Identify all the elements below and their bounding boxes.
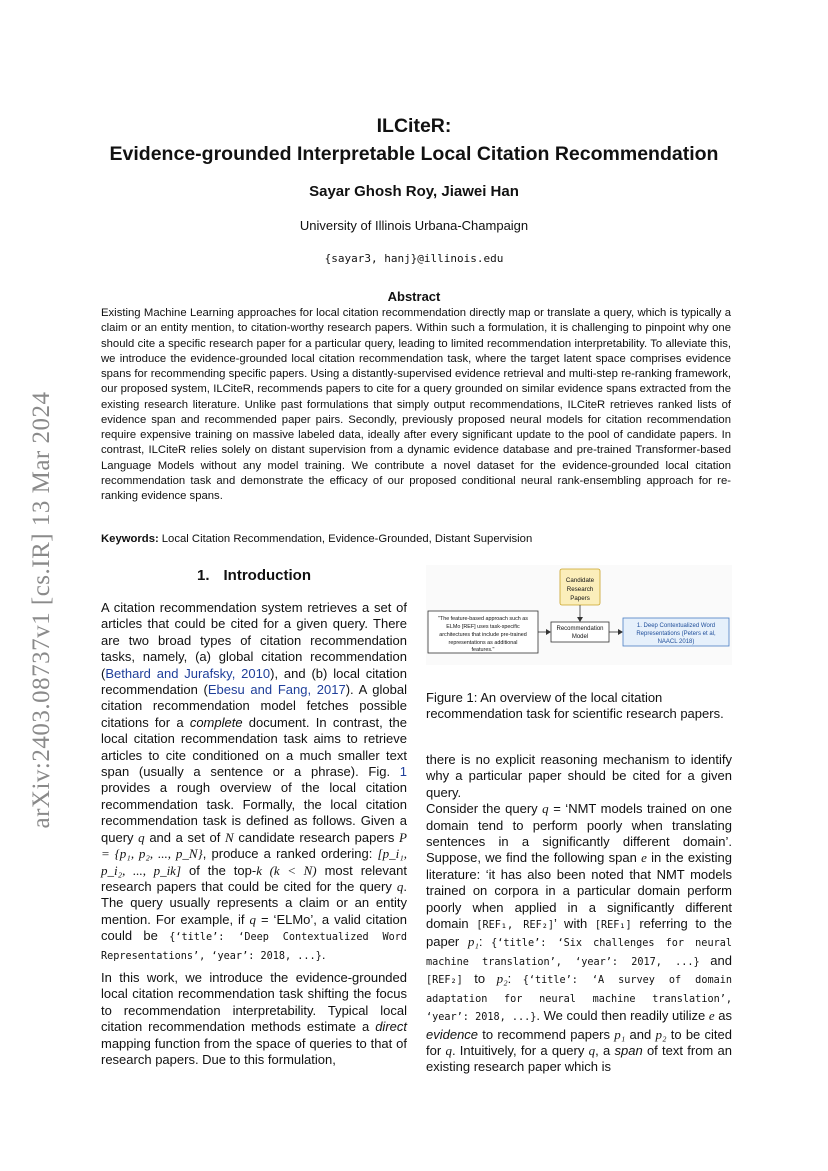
svg-text:architectures that include pre: architectures that include pre-trained <box>439 632 527 638</box>
svg-text:Representations (Peters et al,: Representations (Peters et al, <box>636 631 716 637</box>
svg-text:Papers: Papers <box>570 595 590 602</box>
svg-text:features.": features." <box>471 647 495 653</box>
intro-paragraph-2: In this work, we introduce the evidence-grounded local citation recommendation task shifting the focus to recommendation interpretability. Typical local citation recommendation methods estimate a direct mapping function from the space of queries to that of research papers. Due to this formulation, <box>101 969 407 1067</box>
svg-text:1. Deep Contextualized Word: 1. Deep Contextualized Word <box>636 623 716 629</box>
svg-text:representations as additional: representations as additional <box>448 640 518 646</box>
arxiv-stamp: arXiv:2403.08737v1 [cs.IR] 13 Mar 2024 <box>28 391 55 829</box>
svg-text:Recommendation: Recommendation <box>556 626 604 632</box>
keywords: Keywords: Local Citation Recommendation, Evidence-Grounded, Distant Supervision <box>101 533 533 545</box>
section-heading: 1. Introduction <box>197 567 311 584</box>
svg-text:NAACL 2018): NAACL 2018) <box>657 639 695 645</box>
paper-title: ILCiteR: Evidence-grounded Interpretable Local Citation Recommendation <box>109 115 719 165</box>
intro-paragraph-1: A citation recommendation system retrieves a set of articles that could be cited for a given query. There are two broad types of citation recommendation tasks, namely, (a) global citation recommendation (Bethard and Jurafsky, 2010), and (b) local citation recommendation (Ebesu and Fang, 2017). A global citation recommendation model fetches possible citations for a complete document. In contrast, the local citation recommendation task aims to retrieve articles to cite conditioned on a much smaller text span (usually a sentence or a phrase). Fig. 1 provides a rough overview of the local citation recommendation task. Formally, the local citation recommendation task is defined as follows. Given a query q and a set of N candidate research papers P = {p₁, p₂, ..., p_N}, produce a ranked ordering: [p_i₁, p_i₂, ..., p_ik] of the top-k (k < N) most relevant research papers that could be cited for the query q. The query usually represents a claim or an entity mention. For example, if q = ‘ELMo’, a valid citation could be {‘title’: ‘Deep Contextualized Word Representations’, ‘year’: 2018, ...}. <box>101 600 407 962</box>
right-paragraph-2: Consider the query q = ‘NMT models trained on one domain tend to perform poorly when translating sentences in a significantly different domain’. Suppose, we find the following span e in the existing literature: ‘it has also been noted that NMT models trained on corpora in a particular domain perform poorly when applied in a significantly different domain [REF₁, REF₂]’ with [REF₁] referring to the paper p₁: {‘title’: ‘Six challenges for neural machine translation’, ‘year’: 2017, ...} and [REF₂] to p₂: {‘title’: ‘A survey of domain adaptation for neural machine translation’, ‘year’: 2018, ...}. We could then readily utilize e as evidence to recommend papers p₁ and p₂ to be cited for q. Intuitively, for a query q, a span of text from an existing research paper which is <box>426 801 733 1075</box>
abstract-heading: Abstract <box>387 289 441 304</box>
figure-1 <box>426 565 732 665</box>
svg-text:Candidate: Candidate <box>565 577 595 584</box>
figure-ref-link[interactable]: 1 <box>399 764 407 780</box>
right-paragraph-1: there is no explicit reasoning mechanism to identify why a particular paper should be cited for a given query. <box>426 752 732 800</box>
abstract-text: Existing Machine Learning approaches for local citation recommendation directly map or translate a query, which is typically a claim or an entity mention, to citation-worthy research papers. Within such a formulation, it is challenging to pinpoint why one should cite a specific research paper for a particular query, leading to limited recommendation interpretability. To alleviate this, we introduce the evidence-grounded local citation recommendation task, where the target latent space comprises evidence spans for recommending specific papers. Using a distantly-supervised evidence retrieval and multi-step re-ranking framework, our proposed system, ILCiteR, recommends papers to cite for a query grounded on similar evidence spans extracted from the existing research literature. Unlike past formulations that simply output recommendations, ILCiteR retrieves ranked lists of evidence span and recommended paper pairs. Secondly, previously proposed neural models for citation recommendation require expensive training on massive labeled data, ideally after every significant update to the pool of candidate papers. In contrast, ILCiteR relies solely on distant supervision from a dynamic evidence database and pre-trained Transformer-based Language Models without any model training. We contribute a novel dataset for the evidence-grounded local citation recommendation task and demonstrate the efficacy of our proposed conditional neural rank-ensembling approach for re-ranking evidence spans. <box>101 307 731 502</box>
right-column <box>426 752 732 1076</box>
email: {sayar3, hanj}@illinois.edu <box>324 252 504 265</box>
svg-text:Model: Model <box>571 634 589 640</box>
svg-text:ELMo [REF] uses task-specific: ELMo [REF] uses task-specific <box>446 624 520 630</box>
figure-caption: Figure 1: An overview of the local citation recommendation task for scientific research papers. <box>426 690 724 722</box>
authors: Sayar Ghosh Roy, Jiawei Han <box>309 183 519 200</box>
affiliation: University of Illinois Urbana-Champaign <box>299 218 529 233</box>
svg-text:"The feature-based approach su: "The feature-based approach such as <box>437 616 529 622</box>
figure-1-diagram <box>426 565 732 665</box>
citation-link[interactable]: Ebesu and Fang, 2017 <box>207 682 346 698</box>
svg-text:Research: Research <box>566 586 594 593</box>
citation-link[interactable]: Bethard and Jurafsky, 2010 <box>105 665 271 681</box>
left-column <box>101 600 407 1068</box>
